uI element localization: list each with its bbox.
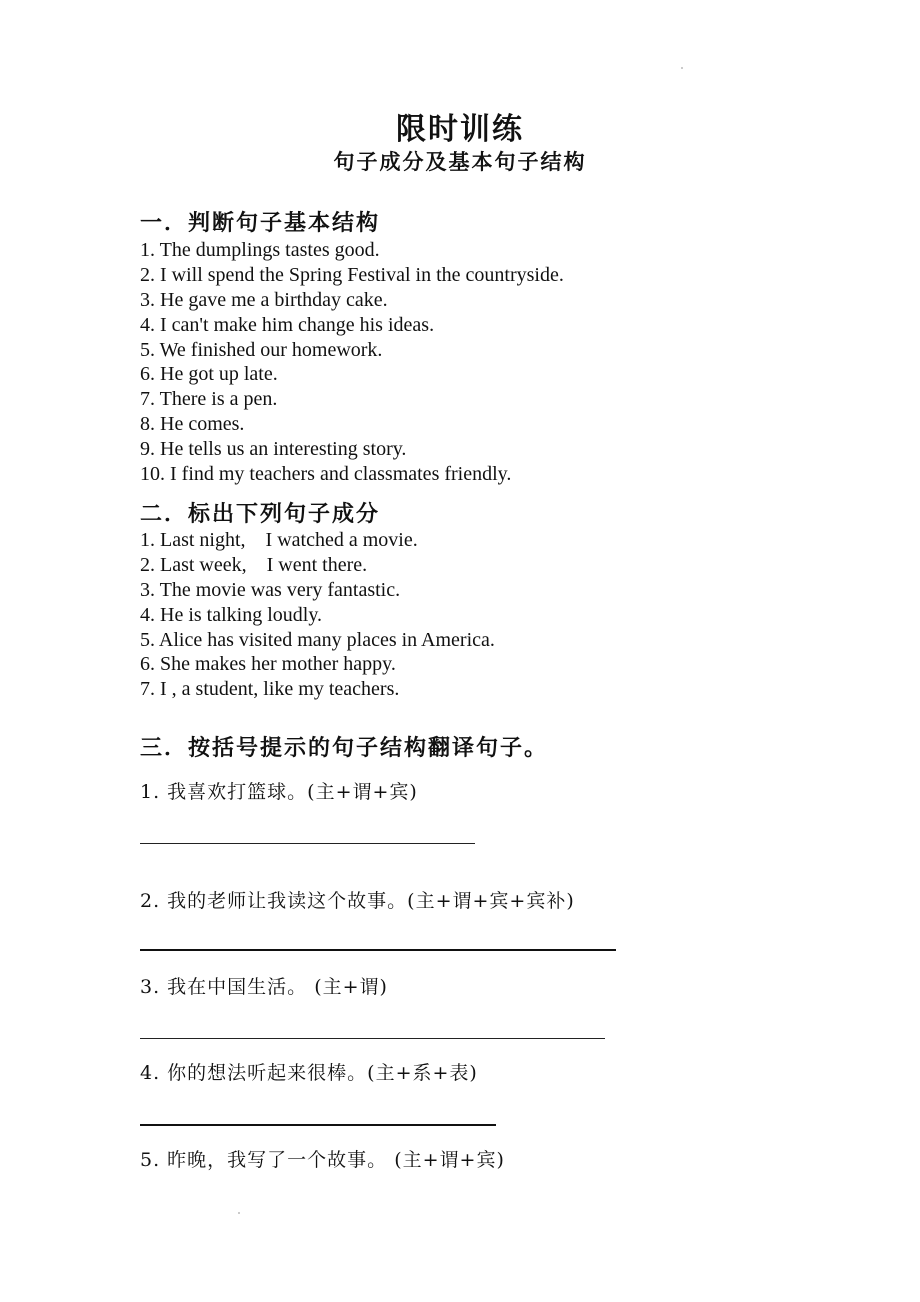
scan-speck: [681, 67, 683, 69]
section-1-heading: 一．判断句子基本结构: [140, 210, 381, 236]
answer-line-2[interactable]: [140, 949, 616, 951]
section-1-list: [140, 238, 564, 487]
list-item: 4. I can't make him change his ideas.: [140, 313, 435, 336]
section-2-heading: 二．标出下列句子成分: [140, 501, 381, 527]
list-item: 5. We finished our homework.: [140, 338, 383, 361]
list-item: 7. There is a pen.: [140, 388, 278, 411]
answer-line-1[interactable]: [140, 843, 475, 844]
list-item: 10. I find my teachers and classmates friendly.: [140, 463, 512, 486]
translation-prompt-1: 1. 我喜欢打篮球。(主+谓+宾): [140, 781, 418, 803]
list-item: 2. Last week, I went there.: [140, 553, 368, 576]
translation-prompt-4: 4. 你的想法听起来很棒。(主+系+表): [140, 1062, 478, 1084]
list-item: 3. The movie was very fantastic.: [140, 578, 401, 601]
list-item: 9. He tells us an interesting story.: [140, 438, 407, 461]
scan-speck: [238, 1212, 240, 1214]
page-subtitle: 句子成分及基本句子结构: [333, 149, 587, 174]
page-title: 限时训练: [396, 112, 524, 147]
list-item: 7. I , a student, like my teachers.: [140, 678, 400, 701]
list-item: 1. Last night, I watched a movie.: [140, 529, 418, 551]
translation-prompt-5: 5. 昨晚，我写了一个故事。 (主+谓+宾): [140, 1149, 505, 1171]
list-item: 2. I will spend the Spring Festival in the countryside.: [140, 263, 564, 286]
answer-line-3[interactable]: [140, 1038, 605, 1039]
section-2-list: [140, 528, 495, 702]
translation-prompt-2: 2. 我的老师让我读这个故事。(主+谓+宾+宾补): [140, 890, 575, 912]
list-item: 3. He gave me a birthday cake.: [140, 288, 388, 311]
answer-line-4[interactable]: [140, 1124, 496, 1126]
list-item: 6. He got up late.: [140, 363, 278, 386]
list-item: 5. Alice has visited many places in America.: [140, 628, 495, 651]
list-item: 8. He comes.: [140, 413, 245, 436]
list-item: 1. The dumplings tastes good.: [140, 239, 380, 261]
list-item: 6. She makes her mother happy.: [140, 653, 396, 676]
list-item: 4. He is talking loudly.: [140, 603, 323, 626]
section-3-heading: 三．按括号提示的句子结构翻译句子。: [140, 735, 549, 761]
translation-prompt-3: 3. 我在中国生活。 (主+谓): [140, 976, 388, 998]
